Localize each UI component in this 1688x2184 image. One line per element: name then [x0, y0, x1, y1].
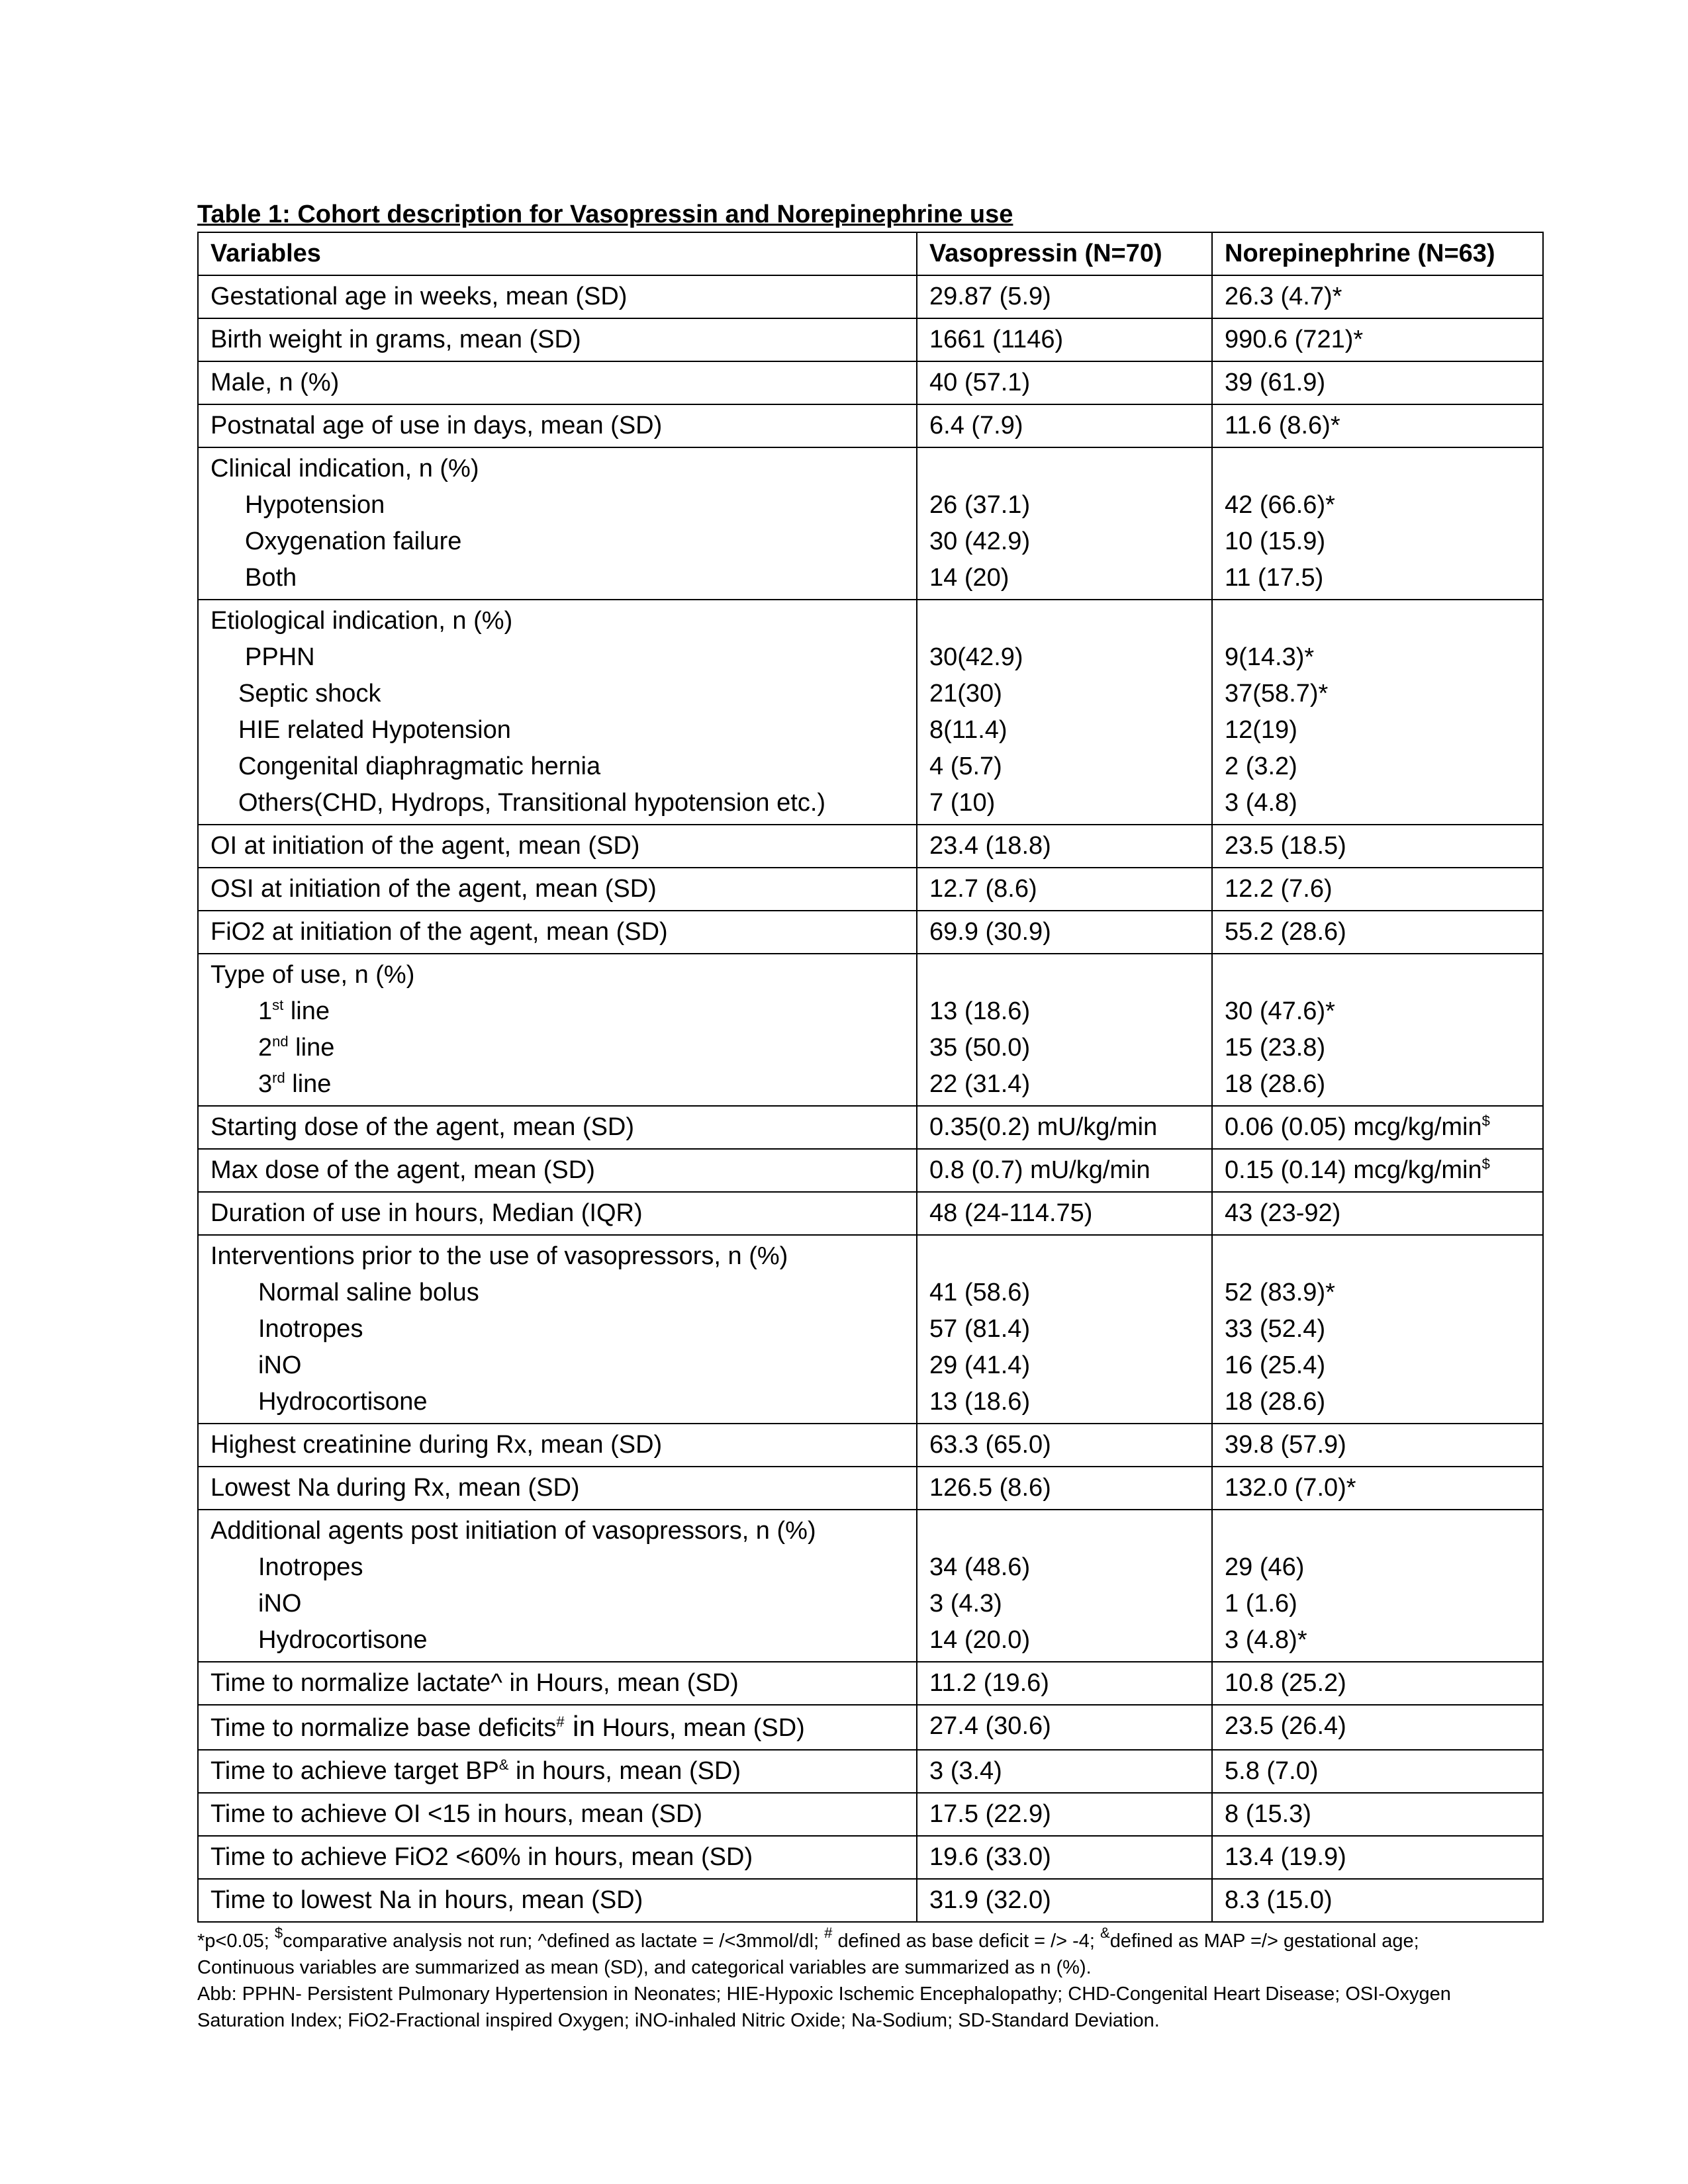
norepi-value: 33 (52.4) — [1225, 1315, 1326, 1343]
vaso-value: 13 (18.6) — [929, 1388, 1031, 1416]
document-page — [197, 199, 1542, 2034]
group-labels — [198, 447, 917, 600]
row-label: Duration of use in hours, Median (IQR) — [198, 1192, 917, 1235]
vaso-value: 48 (24-114.75) — [917, 1192, 1212, 1235]
row-label: Time to normalize lactate^ in Hours, mean (SD) — [198, 1662, 917, 1705]
header-norepinephrine: Norepinephrine (N=63) — [1212, 232, 1543, 275]
vaso-value: 31.9 (32.0) — [917, 1879, 1212, 1922]
norepi-value: 39 (61.9) — [1212, 361, 1543, 404]
row-label: OSI at initiation of the agent, mean (SD) — [198, 868, 917, 911]
footnote-abbreviations: Abb: PPHN- Persistent Pulmonary Hypertension in Neonates; HIE-Hypoxic Ischemic Encephalopathy; CHD-Congenital Heart Disease; OSI-Oxygen Saturation Index; FiO2-Fractional inspired Oxygen; iNO-inhaled Nitric Oxide; Na-Sodium; SD-Standard Deviation. — [197, 1983, 1451, 2031]
vaso-value: 4 (5.7) — [929, 752, 1002, 780]
row-label: Time to lowest Na in hours, mean (SD) — [198, 1879, 917, 1922]
table-footnotes — [197, 1925, 1542, 2034]
norepi-value: 13.4 (19.9) — [1212, 1836, 1543, 1879]
row-label: Time to achieve FiO2 <60% in hours, mean (SD) — [198, 1836, 917, 1879]
sub-label: Oxygenation failure — [245, 527, 462, 555]
group-norepi-values — [1212, 1235, 1543, 1424]
vaso-value: 35 (50.0) — [929, 1034, 1031, 1062]
norepi-value: 8 (15.3) — [1212, 1793, 1543, 1836]
norepi-value: 3 (4.8)* — [1225, 1626, 1307, 1654]
vaso-value: 41 (58.6) — [929, 1279, 1031, 1306]
sub-label: Hypotension — [245, 491, 385, 519]
vaso-value: 1661 (1146) — [917, 318, 1212, 361]
group-norepi-values — [1212, 600, 1543, 825]
vaso-value: 30(42.9) — [929, 643, 1023, 671]
footnote-summary: Continuous variables are summarized as mean (SD), and categorical variables are summarized as n (%). — [197, 1957, 1092, 1978]
vaso-value: 11.2 (19.6) — [917, 1662, 1212, 1705]
row-label: Highest creatinine during Rx, mean (SD) — [198, 1424, 917, 1467]
table-title: Table 1: Cohort description for Vasopressin and Norepinephrine use — [197, 201, 1013, 228]
row-label: Time to normalize base deficits# in Hours, mean (SD) — [198, 1705, 917, 1750]
norepi-value: 18 (28.6) — [1225, 1070, 1326, 1098]
vaso-value: 23.4 (18.8) — [917, 825, 1212, 868]
vaso-value: 3 (4.3) — [929, 1590, 1002, 1617]
vaso-value: 57 (81.4) — [929, 1315, 1031, 1343]
group-labels — [198, 954, 917, 1106]
table-header-row — [198, 232, 1543, 275]
vaso-value: 14 (20.0) — [929, 1626, 1031, 1654]
table-row — [198, 1192, 1543, 1235]
vaso-value: 3 (3.4) — [917, 1750, 1212, 1793]
sub-label: HIE related Hypotension — [238, 716, 511, 744]
norepi-value: 43 (23-92) — [1212, 1192, 1543, 1235]
table-row — [198, 404, 1543, 447]
norepi-value: 990.6 (721)* — [1212, 318, 1543, 361]
table-row — [198, 1424, 1543, 1467]
header-variables: Variables — [198, 232, 917, 275]
norepi-value: 5.8 (7.0) — [1212, 1750, 1543, 1793]
vaso-value: 63.3 (65.0) — [917, 1424, 1212, 1467]
norepi-value: 23.5 (18.5) — [1212, 825, 1543, 868]
row-label: Gestational age in weeks, mean (SD) — [198, 275, 917, 318]
row-label: Time to achieve target BP& in hours, mean (SD) — [198, 1750, 917, 1793]
norepi-value: 18 (28.6) — [1225, 1388, 1326, 1416]
norepi-value: 30 (47.6)* — [1225, 997, 1335, 1025]
footnote-symbols: *p<0.05; $comparative analysis not run; ^defined as lactate = /<3mmol/dl; # defined as base deficit = /> -4; &defined as MAP =/> gestational age; — [197, 1925, 1419, 1952]
norepi-value: 11 (17.5) — [1225, 564, 1324, 592]
row-label: Time to achieve OI <15 in hours, mean (SD) — [198, 1793, 917, 1836]
norepi-value: 9(14.3)* — [1225, 643, 1315, 671]
table-row — [198, 1879, 1543, 1922]
table-row-group — [198, 1510, 1543, 1662]
sub-label: iNO — [258, 1351, 302, 1379]
sub-label: Hydrocortisone — [258, 1626, 428, 1654]
table-row — [198, 318, 1543, 361]
table-row — [198, 1662, 1543, 1705]
norepi-value: 39.8 (57.9) — [1212, 1424, 1543, 1467]
norepi-value: 0.15 (0.14) mcg/kg/min$ — [1212, 1149, 1543, 1192]
vaso-value: 126.5 (8.6) — [917, 1467, 1212, 1510]
group-label: Type of use, n (%) — [211, 961, 415, 989]
vaso-value: 29 (41.4) — [929, 1351, 1031, 1379]
norepi-value: 16 (25.4) — [1225, 1351, 1326, 1379]
group-vaso-values — [917, 1235, 1212, 1424]
vaso-value: 0.8 (0.7) mU/kg/min — [917, 1149, 1212, 1192]
table-row — [198, 361, 1543, 404]
norepi-value: 8.3 (15.0) — [1212, 1879, 1543, 1922]
cohort-table — [197, 232, 1544, 1923]
norepi-value: 11.6 (8.6)* — [1212, 404, 1543, 447]
row-label: Male, n (%) — [198, 361, 917, 404]
norepi-value: 15 (23.8) — [1225, 1034, 1326, 1062]
table-row — [198, 868, 1543, 911]
sub-label: Congenital diaphragmatic hernia — [238, 752, 601, 780]
group-labels — [198, 600, 917, 825]
group-vaso-values — [917, 447, 1212, 600]
sub-label: Normal saline bolus — [258, 1279, 479, 1306]
group-labels — [198, 1235, 917, 1424]
table-row — [198, 1106, 1543, 1149]
group-vaso-values — [917, 1510, 1212, 1662]
table-row — [198, 825, 1543, 868]
row-label: Max dose of the agent, mean (SD) — [198, 1149, 917, 1192]
norepi-value: 3 (4.8) — [1225, 789, 1297, 817]
group-labels — [198, 1510, 917, 1662]
group-vaso-values — [917, 954, 1212, 1106]
norepi-value: 10.8 (25.2) — [1212, 1662, 1543, 1705]
vaso-value: 21(30) — [929, 680, 1002, 707]
norepi-value: 26.3 (4.7)* — [1212, 275, 1543, 318]
table-row-group — [198, 600, 1543, 825]
group-norepi-values — [1212, 954, 1543, 1106]
group-label: Additional agents post initiation of vasopressors, n (%) — [211, 1517, 816, 1545]
row-label: Birth weight in grams, mean (SD) — [198, 318, 917, 361]
sub-label: Hydrocortisone — [258, 1388, 428, 1416]
table-row-group — [198, 954, 1543, 1106]
vaso-value: 8(11.4) — [929, 716, 1008, 744]
group-label: Interventions prior to the use of vasopressors, n (%) — [211, 1242, 788, 1270]
vaso-value: 12.7 (8.6) — [917, 868, 1212, 911]
norepi-value: 132.0 (7.0)* — [1212, 1467, 1543, 1510]
sub-label: Inotropes — [258, 1553, 363, 1581]
norepi-value: 37(58.7)* — [1225, 680, 1329, 707]
vaso-value: 14 (20) — [929, 564, 1009, 592]
norepi-value: 55.2 (28.6) — [1212, 911, 1543, 954]
sub-label: Inotropes — [258, 1315, 363, 1343]
norepi-value: 2 (3.2) — [1225, 752, 1297, 780]
norepi-value: 52 (83.9)* — [1225, 1279, 1335, 1306]
table-row — [198, 1149, 1543, 1192]
sub-label: 3rd line — [258, 1069, 332, 1098]
vaso-value: 30 (42.9) — [929, 527, 1031, 555]
norepi-value: 29 (46) — [1225, 1553, 1305, 1581]
vaso-value: 40 (57.1) — [917, 361, 1212, 404]
table-row — [198, 1705, 1543, 1750]
table-row — [198, 1467, 1543, 1510]
group-label: Clinical indication, n (%) — [211, 455, 479, 482]
table-row — [198, 275, 1543, 318]
norepi-value: 1 (1.6) — [1225, 1590, 1297, 1617]
norepi-value: 10 (15.9) — [1225, 527, 1326, 555]
sub-label: 2nd line — [258, 1033, 335, 1062]
group-vaso-values — [917, 600, 1212, 825]
group-norepi-values — [1212, 447, 1543, 600]
table-row-group — [198, 1235, 1543, 1424]
table-row-group — [198, 447, 1543, 600]
sub-label: Septic shock — [238, 680, 381, 707]
sub-label: 1st line — [258, 997, 330, 1025]
vaso-value: 34 (48.6) — [929, 1553, 1031, 1581]
norepi-value: 12(19) — [1225, 716, 1297, 744]
vaso-value: 27.4 (30.6) — [917, 1705, 1212, 1750]
table-row — [198, 1750, 1543, 1793]
row-label: Starting dose of the agent, mean (SD) — [198, 1106, 917, 1149]
row-label: Postnatal age of use in days, mean (SD) — [198, 404, 917, 447]
vaso-value: 22 (31.4) — [929, 1070, 1031, 1098]
table-row — [198, 1793, 1543, 1836]
vaso-value: 17.5 (22.9) — [917, 1793, 1212, 1836]
sub-label: iNO — [258, 1590, 302, 1617]
norepi-value: 23.5 (26.4) — [1212, 1705, 1543, 1750]
group-norepi-values — [1212, 1510, 1543, 1662]
row-label: OI at initiation of the agent, mean (SD) — [198, 825, 917, 868]
vaso-value: 29.87 (5.9) — [917, 275, 1212, 318]
vaso-value: 0.35(0.2) mU/kg/min — [917, 1106, 1212, 1149]
header-vasopressin: Vasopressin (N=70) — [917, 232, 1212, 275]
table-row — [198, 1836, 1543, 1879]
vaso-value: 26 (37.1) — [929, 491, 1031, 519]
table-row — [198, 911, 1543, 954]
vaso-value: 7 (10) — [929, 789, 996, 817]
sub-label: PPHN — [245, 643, 315, 671]
row-label: Lowest Na during Rx, mean (SD) — [198, 1467, 917, 1510]
row-label: FiO2 at initiation of the agent, mean (SD) — [198, 911, 917, 954]
vaso-value: 13 (18.6) — [929, 997, 1031, 1025]
vaso-value: 6.4 (7.9) — [917, 404, 1212, 447]
sub-label: Both — [245, 564, 297, 592]
vaso-value: 19.6 (33.0) — [917, 1836, 1212, 1879]
vaso-value: 69.9 (30.9) — [917, 911, 1212, 954]
sub-label: Others(CHD, Hydrops, Transitional hypotension etc.) — [238, 789, 826, 817]
norepi-value: 0.06 (0.05) mcg/kg/min$ — [1212, 1106, 1543, 1149]
norepi-value: 42 (66.6)* — [1225, 491, 1335, 519]
norepi-value: 12.2 (7.6) — [1212, 868, 1543, 911]
group-label: Etiological indication, n (%) — [211, 607, 513, 635]
